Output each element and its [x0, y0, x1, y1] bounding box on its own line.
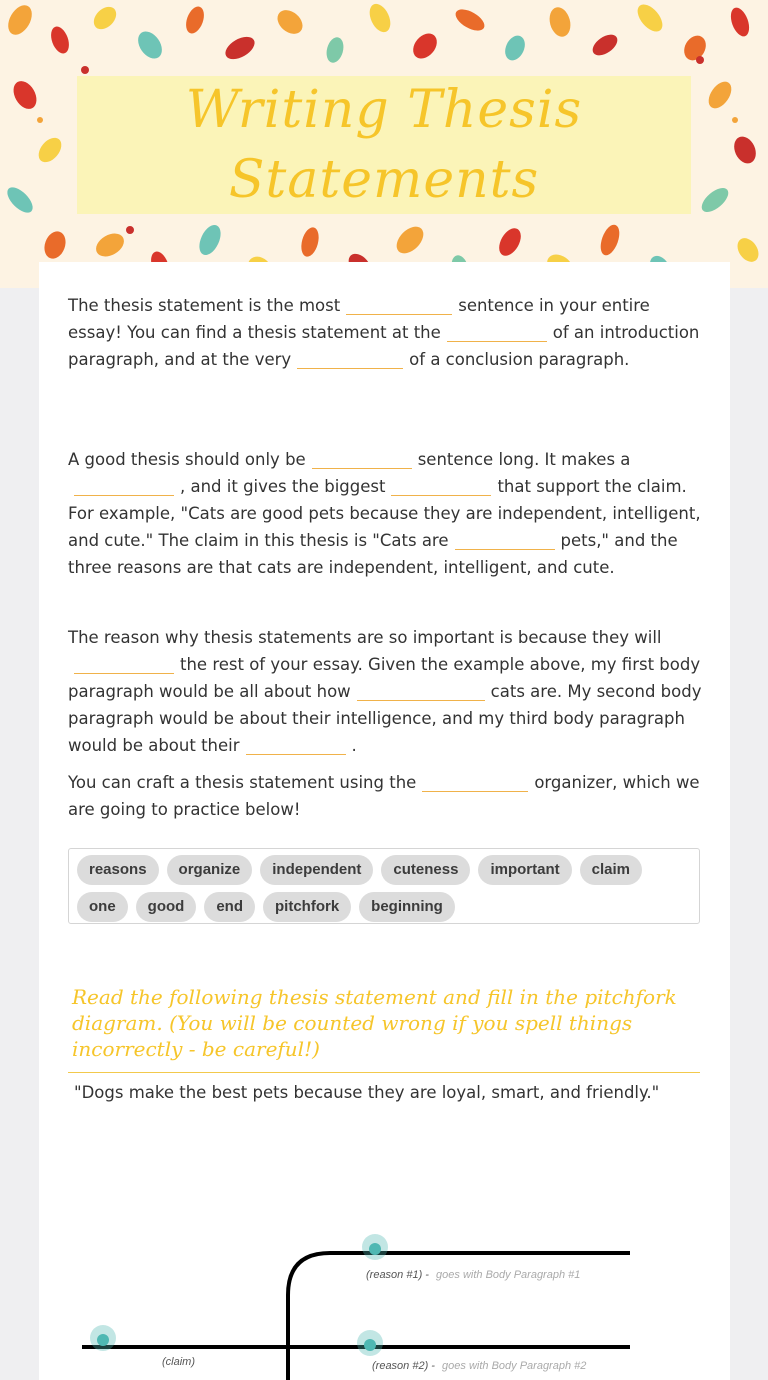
blank-10[interactable]: [246, 737, 346, 755]
p2-text-d: that support the claim. For example, "Cats are good pets because they are independent, intelligent, and cute." The claim in this thesis is "Cats are: [68, 477, 701, 550]
p4-text-a: You can craft a thesis statement using the: [68, 773, 417, 792]
p1-text-b: sentence in your entire essay! You can find a thesis statement at the: [68, 296, 650, 342]
word-chip-organize[interactable]: organize: [167, 855, 253, 885]
reason2-hint: goes with Body Paragraph #2: [442, 1360, 587, 1372]
blank-4[interactable]: [312, 451, 412, 469]
reason1-dropzone[interactable]: [362, 1234, 388, 1260]
divider: [68, 1072, 700, 1073]
reason1-label: (reason #1) -: [366, 1269, 429, 1281]
p3-text-a: The reason why thesis statements are so important is because they will: [68, 628, 662, 647]
claim-label: (claim): [162, 1356, 195, 1368]
reason2-dropzone[interactable]: [357, 1330, 383, 1356]
word-chip-beginning[interactable]: beginning: [359, 892, 455, 922]
word-chip-good[interactable]: good: [136, 892, 197, 922]
p2-text-e: pets," and the three reasons are that cats are independent, intelligent, and cute.: [68, 531, 678, 577]
word-chip-end[interactable]: end: [204, 892, 255, 922]
claim-dropzone[interactable]: [90, 1325, 116, 1351]
blank-2[interactable]: [447, 324, 547, 342]
word-chip-reasons[interactable]: reasons: [77, 855, 159, 885]
blank-7[interactable]: [455, 532, 555, 550]
instructions-heading: Read the following thesis statement and fill in the pitchfork diagram. (You will be counted wrong if you spell things incorrectly - be careful!): [72, 985, 677, 1061]
page-title: Writing Thesis Statements: [185, 80, 583, 210]
p3-text-c: cats are. My second body paragraph would be about their intelligence, and my third body paragraph would be about their: [68, 682, 702, 755]
blank-6[interactable]: [391, 478, 491, 496]
blank-5[interactable]: [74, 478, 174, 496]
p3-text-d: .: [351, 736, 357, 755]
word-chip-pitchfork[interactable]: pitchfork: [263, 892, 351, 922]
svg-text:(reason #2) - goes with Bo: [372, 1360, 586, 1372]
blank-1[interactable]: [346, 297, 452, 315]
p1-text-c: of an introduction paragraph, and at the very: [68, 323, 700, 369]
word-chip-important[interactable]: important: [478, 855, 571, 885]
p3-text-b: the rest of your essay. Given the example above, my first body paragraph would be all about how: [68, 655, 701, 701]
p4-text-b: organizer, which we are going to practice below!: [68, 773, 700, 819]
word-bank: [68, 848, 700, 924]
p2-text-c: , and it gives the biggest: [180, 477, 386, 496]
p2-text-a: A good thesis should only be: [68, 450, 306, 469]
title-box: [77, 76, 691, 214]
pitchfork-diagram: [0, 1220, 768, 1380]
blank-9[interactable]: [357, 683, 485, 701]
blank-3[interactable]: [297, 351, 403, 369]
reason2-label: (reason #2) -: [372, 1360, 435, 1372]
paragraph-3: [68, 624, 704, 759]
word-chip-cuteness[interactable]: cuteness: [381, 855, 470, 885]
paragraph-1: [68, 292, 704, 373]
p2-text-b: sentence long. It makes a: [417, 450, 631, 469]
svg-text:(reason #1) - goes with Bo: [366, 1269, 580, 1281]
word-chip-claim[interactable]: claim: [580, 855, 642, 885]
word-chip-one[interactable]: one: [77, 892, 128, 922]
paragraph-4: [68, 769, 704, 823]
paragraph-2: [68, 446, 704, 581]
blank-11[interactable]: [422, 774, 528, 792]
thesis-quote: "Dogs make the best pets because they are loyal, smart, and friendly.": [74, 1083, 660, 1102]
p1-text-a: The thesis statement is the most: [68, 296, 341, 315]
header-banner: [0, 0, 768, 288]
word-chip-independent[interactable]: independent: [260, 855, 373, 885]
reason1-hint: goes with Body Paragraph #1: [436, 1269, 581, 1281]
p1-text-d: of a conclusion paragraph.: [409, 350, 630, 369]
blank-8[interactable]: [74, 656, 174, 674]
